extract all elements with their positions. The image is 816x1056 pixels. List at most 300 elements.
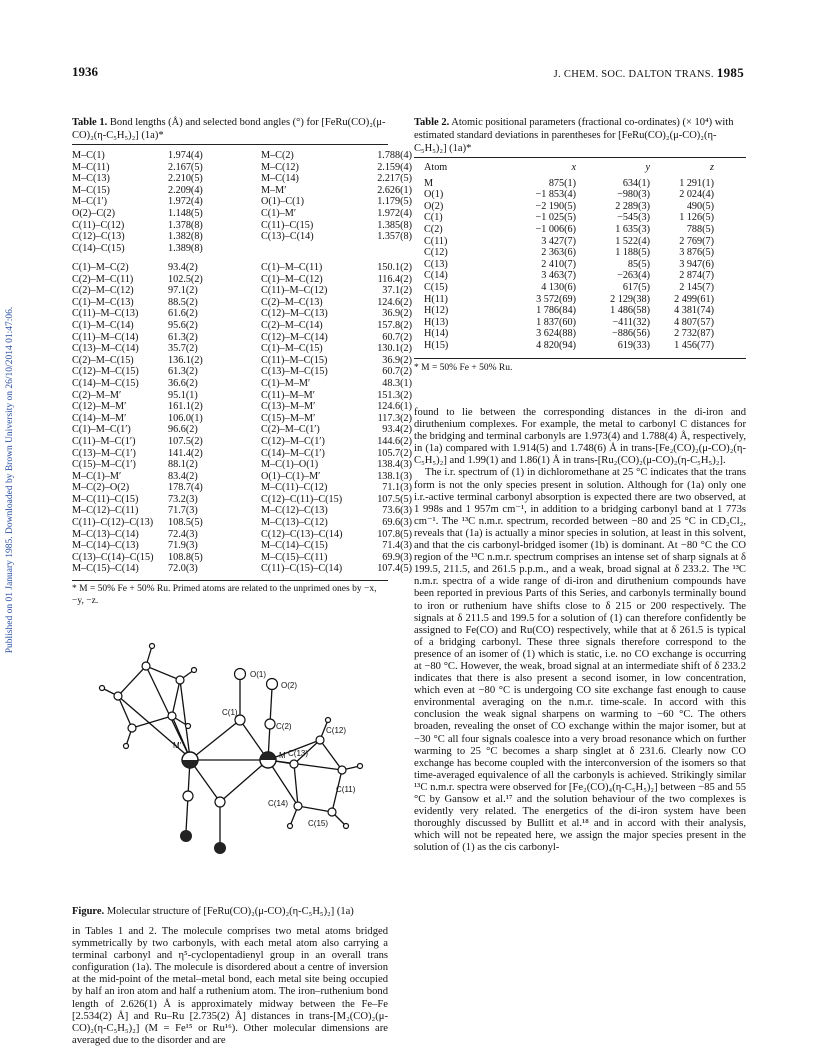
bond-label: C(12)–M–C(13) bbox=[261, 308, 328, 320]
bond-label: C(14)–M–C(15) bbox=[72, 377, 139, 389]
coordinate-value: 2 874(7) bbox=[679, 270, 714, 282]
atom-o1 bbox=[235, 669, 246, 680]
bond-label: C(11)–C(12)–C(13) bbox=[72, 517, 154, 529]
coordinate-value: 3 572(69) bbox=[536, 293, 576, 305]
bond-label: O(1)–C(1)–M′ bbox=[261, 470, 321, 482]
bond-value: 60.7(2) bbox=[382, 366, 412, 378]
right-body-text bbox=[414, 407, 746, 854]
coordinate-value: 2 732(87) bbox=[674, 328, 714, 340]
coordinate-value: 1 291(1) bbox=[679, 177, 714, 189]
bond-value: 60.7(2) bbox=[382, 331, 412, 343]
bond-value: 71.1(3) bbox=[382, 482, 412, 494]
bond-label: M–C(1)–M′ bbox=[72, 470, 122, 482]
bond-value: 2.217(5) bbox=[377, 173, 412, 185]
bond-label: C(11)–C(15)–C(14) bbox=[261, 563, 343, 575]
coordinate-value: −545(3) bbox=[617, 212, 650, 224]
coordinate-value: 2 145(7) bbox=[679, 281, 714, 293]
label-c12: C(12) bbox=[326, 726, 347, 735]
bond-value: 138.4(3) bbox=[377, 459, 412, 471]
bond-length-row bbox=[72, 208, 412, 220]
bond-angle-row bbox=[72, 332, 412, 344]
bond-value: 37.1(2) bbox=[382, 285, 412, 297]
figure-label: Figure. bbox=[72, 906, 105, 917]
bond-value: 116.4(2) bbox=[377, 273, 412, 285]
table-row bbox=[424, 270, 714, 282]
bond-label: C(1)–M–C(12) bbox=[261, 273, 323, 285]
coordinate-value: −886(56) bbox=[612, 328, 650, 340]
atom-name: C(13) bbox=[424, 258, 448, 270]
table2-coordinates bbox=[424, 162, 714, 352]
coordinate-value: 3 463(7) bbox=[541, 270, 576, 282]
bond-label: C(1)–M–C(11) bbox=[261, 262, 323, 273]
bond-value: 107.8(5) bbox=[377, 528, 412, 540]
table-row bbox=[424, 340, 714, 352]
label-m-prime: M′ bbox=[173, 741, 182, 750]
bond-angle-row bbox=[72, 552, 412, 564]
bond-angle-row bbox=[72, 262, 412, 274]
bond-label: C(12)–M–C(1′) bbox=[261, 435, 325, 447]
bond-value: 124.6(1) bbox=[377, 401, 412, 413]
bond-value: 107.4(5) bbox=[377, 563, 412, 575]
bond-label: C(13)–M–C(14) bbox=[72, 343, 139, 355]
coordinate-value: 4 820(94) bbox=[536, 339, 576, 351]
bond-value: 93.4(2) bbox=[382, 424, 412, 436]
coordinate-value: 2 769(7) bbox=[679, 235, 714, 247]
bond-label: C(14)–M–M′ bbox=[72, 412, 127, 424]
atom-name: C(12) bbox=[424, 247, 448, 259]
atom-name: H(13) bbox=[424, 316, 449, 328]
coordinate-value: −1 025(5) bbox=[535, 212, 576, 224]
page-number: 1936 bbox=[72, 64, 98, 79]
table-row bbox=[424, 294, 714, 306]
bond-angle-row bbox=[72, 343, 412, 355]
table-row bbox=[424, 305, 714, 317]
table1-lengths bbox=[72, 150, 412, 254]
bond-value: 1.972(4) bbox=[377, 207, 412, 219]
bond-angle-row bbox=[72, 390, 412, 402]
bond-label: O(1)–C(1) bbox=[261, 196, 305, 208]
coordinate-value: 4 130(6) bbox=[541, 281, 576, 293]
column-header: z bbox=[710, 162, 714, 173]
table-row bbox=[424, 224, 714, 236]
atom-name: M bbox=[424, 177, 434, 189]
bond-label: C(11)–M–C(12) bbox=[261, 285, 328, 297]
bond-value: 83.4(2) bbox=[168, 470, 198, 482]
bond-label: C(13)–C(14) bbox=[261, 231, 314, 243]
label-c11: C(11) bbox=[336, 785, 356, 794]
bond-mp-c1 bbox=[190, 720, 240, 760]
bond-label: M–C(1) bbox=[72, 150, 105, 161]
bond-value: 72.4(3) bbox=[168, 528, 198, 540]
bond-value: 161.1(2) bbox=[168, 401, 203, 413]
coordinate-value: 634(1) bbox=[622, 177, 650, 189]
journal-header bbox=[554, 65, 744, 81]
bond-angle-row bbox=[72, 494, 412, 506]
bond-value: 151.3(2) bbox=[377, 389, 412, 401]
bond-angle-row bbox=[72, 378, 412, 390]
bond-angle-row bbox=[72, 459, 412, 471]
table-row bbox=[424, 212, 714, 224]
bond-label: M–C(2)–O(2) bbox=[72, 482, 130, 494]
bond-value: 71.4(3) bbox=[382, 540, 412, 552]
bond-label: C(2)–M–M′ bbox=[72, 389, 122, 401]
table2-footnote: * M = 50% Fe + 50% Ru. bbox=[414, 363, 513, 373]
coordinate-value: −2 190(5) bbox=[535, 200, 576, 212]
bond-label: C(13)–C(14)–C(15) bbox=[72, 551, 154, 563]
bond-label: C(1)–M–C(2) bbox=[72, 262, 129, 273]
bond-value: 1.148(5) bbox=[168, 207, 203, 219]
table-row bbox=[424, 189, 714, 201]
bond-value: 2.626(1) bbox=[377, 184, 412, 196]
table1-bottom-rule bbox=[72, 580, 388, 581]
label-o2: O(2) bbox=[281, 681, 297, 690]
bond-value: 61.3(2) bbox=[168, 366, 198, 378]
coordinate-value: −1 006(6) bbox=[535, 223, 576, 235]
bond-value: 117.3(2) bbox=[377, 412, 412, 424]
bond-label: M–C(14) bbox=[261, 173, 299, 185]
bond-value: 141.4(2) bbox=[168, 447, 203, 459]
bond-value: 1.788(4) bbox=[377, 150, 412, 161]
bond-value: 1.389(8) bbox=[168, 242, 203, 254]
molecular-structure-figure bbox=[90, 608, 390, 908]
table2-bottom-rule bbox=[414, 358, 746, 359]
coordinate-value: 3 876(5) bbox=[679, 247, 714, 259]
bond-label: C(11)–M–M′ bbox=[261, 389, 315, 401]
bond-value: 73.2(3) bbox=[168, 493, 198, 505]
table-row bbox=[424, 328, 714, 340]
column-header: y bbox=[645, 162, 650, 173]
bond-angle-row bbox=[72, 320, 412, 332]
bond-label: C(2)–M–C(15) bbox=[72, 354, 134, 366]
bond-label: C(12)–C(13) bbox=[72, 231, 125, 243]
coordinate-value: 3 947(6) bbox=[679, 258, 714, 270]
bond-label: M–C(12) bbox=[261, 161, 299, 173]
bond-angle-row bbox=[72, 540, 412, 552]
bond-label: M–C(2) bbox=[261, 150, 294, 161]
bond-value: 1.385(8) bbox=[377, 219, 412, 231]
label-c15: C(15) bbox=[308, 819, 329, 828]
atom-name: H(11) bbox=[424, 293, 448, 305]
bond-value: 36.9(2) bbox=[382, 308, 412, 320]
coordinate-value: 1 486(58) bbox=[610, 305, 650, 317]
bond-label: M–M′ bbox=[261, 184, 287, 196]
bond-label: M–C(1)–O(1) bbox=[261, 459, 319, 471]
bond-value: 108.5(5) bbox=[168, 517, 203, 529]
bond-value: 48.3(1) bbox=[382, 377, 412, 389]
bond-label: M–C(15) bbox=[72, 184, 110, 196]
bond-value: 106.0(1) bbox=[168, 412, 203, 424]
coordinate-value: 1 786(84) bbox=[536, 305, 576, 317]
bond-value: 72.0(3) bbox=[168, 563, 198, 575]
bond-label: M–C(1′) bbox=[72, 196, 108, 208]
coordinate-value: 2 499(61) bbox=[674, 293, 714, 305]
bond-value: 71.9(3) bbox=[168, 540, 198, 552]
bond-label: M–C(11)–C(12) bbox=[261, 482, 328, 494]
bond-value: 1.357(8) bbox=[377, 231, 412, 243]
bond-length-row bbox=[72, 220, 412, 232]
bond-angle-row bbox=[72, 448, 412, 460]
label-c2: C(2) bbox=[276, 722, 292, 731]
bond-label: C(2)–M–C(1′) bbox=[261, 424, 320, 436]
bond-label: C(2)–M–C(12) bbox=[72, 285, 134, 297]
coordinate-value: −980(3) bbox=[617, 189, 650, 201]
right-paragraph-1: found to lie between the corresponding distances in the di-iron and diruthenium complexes. For example, the metal to carbonyl C distances for the bridging and terminal carbonyls are 1.973(4) and 1.788(4) Å, respectively, in (1a) compared with 1.914(5) and 1.748(6) Å in trans-[Fe₂(CO)₂(μ-CO)₂(η-C₅H₅)₂] and 1.99(1) and 1.86(1) Å in trans-[Ru₂(CO)₂(μ-CO)₂(η-C₅H₅)₂]. bbox=[414, 407, 746, 467]
table1-caption bbox=[72, 116, 388, 142]
download-watermark-text: Published on 01 January 1985. Downloaded by Brown University on 26/10/2014 01:47:06. bbox=[5, 306, 15, 654]
bond-angle-row bbox=[72, 563, 412, 575]
bond-label: C(13)–M–M′ bbox=[261, 401, 316, 413]
left-body-text bbox=[72, 926, 388, 1047]
coordinate-value: −263(4) bbox=[617, 270, 650, 282]
bond-value: 36.9(2) bbox=[382, 354, 412, 366]
table2-label: Table 2. bbox=[414, 117, 450, 128]
bond-label: C(11)–M–C(1′) bbox=[72, 435, 136, 447]
bond-label: C(12)–C(13)–C(14) bbox=[261, 528, 343, 540]
bond-value: 95.6(2) bbox=[168, 319, 198, 331]
coordinate-value: 617(5) bbox=[622, 281, 650, 293]
bond-value: 1.378(8) bbox=[168, 219, 203, 231]
bond-angle-row bbox=[72, 401, 412, 413]
bond-label: C(14)–M–C(1′) bbox=[261, 447, 325, 459]
table1-top-rule bbox=[72, 144, 388, 145]
bond-label: C(15)–M–M′ bbox=[261, 412, 316, 424]
bond-angle-row bbox=[72, 505, 412, 517]
bond-angle-row bbox=[72, 529, 412, 541]
coordinate-value: 85(5) bbox=[627, 258, 650, 270]
label-c13: C(13) bbox=[288, 749, 309, 758]
bond-label: M–C(15)–C(14) bbox=[72, 563, 139, 575]
bond-label: C(1)–M–C(14) bbox=[72, 319, 134, 331]
bond-value: 2.209(4) bbox=[168, 184, 203, 196]
bond-value: 157.8(2) bbox=[377, 319, 412, 331]
figure-caption bbox=[72, 905, 388, 918]
bond-label: M–C(13)–C(14) bbox=[72, 528, 139, 540]
bond-label: M–C(13)–C(12) bbox=[261, 517, 328, 529]
bond-angle-row bbox=[72, 424, 412, 436]
table2-top-rule bbox=[414, 157, 746, 158]
bond-value: 2.167(5) bbox=[168, 161, 203, 173]
bond-angle-row bbox=[72, 517, 412, 529]
table2-header-row bbox=[424, 162, 714, 174]
bond-angle-row bbox=[72, 482, 412, 494]
label-o1: O(1) bbox=[250, 670, 266, 679]
atom-o2 bbox=[267, 679, 278, 690]
bond-length-row bbox=[72, 231, 412, 243]
bond-label: C(11)–M–C(14) bbox=[72, 331, 139, 343]
bond-value: 93.4(2) bbox=[168, 262, 198, 273]
bond-length-row bbox=[72, 185, 412, 197]
atom-name: H(15) bbox=[424, 339, 449, 351]
bond-label: M–C(11)–C(15) bbox=[72, 493, 139, 505]
bond-value: 2.159(4) bbox=[377, 161, 412, 173]
bond-label: M–C(14)–C(15) bbox=[261, 540, 328, 552]
coordinate-value: 2 410(7) bbox=[541, 258, 576, 270]
bond-length-row bbox=[72, 243, 412, 255]
bond-label: C(12)–C(11)–C(15) bbox=[261, 493, 343, 505]
bond-label: M–C(12)–C(11) bbox=[72, 505, 139, 517]
atom-name: C(15) bbox=[424, 281, 448, 293]
table1-footnote: * M = 50% Fe + 50% Ru. Primed atoms are related to the unprimed ones by −x, −y, −z. bbox=[72, 584, 377, 606]
bond-label: M–C(14)–C(13) bbox=[72, 540, 139, 552]
bond-value: 136.1(2) bbox=[168, 354, 203, 366]
atom-name: H(12) bbox=[424, 305, 449, 317]
bond-label: C(1)–M′ bbox=[261, 207, 297, 219]
coordinate-value: 2 129(38) bbox=[610, 293, 650, 305]
coordinate-value: 2 363(6) bbox=[541, 247, 576, 259]
bond-label: O(2)–C(2) bbox=[72, 207, 116, 219]
bond-label: C(13)–M–C(15) bbox=[261, 366, 328, 378]
bond-label: C(11)–C(12) bbox=[72, 219, 125, 231]
bond-value: 102.5(2) bbox=[168, 273, 203, 285]
journal-year: 1985 bbox=[716, 65, 744, 80]
coordinate-value: 1 522(4) bbox=[615, 235, 650, 247]
coordinate-value: 1 188(5) bbox=[615, 247, 650, 259]
bond-label: C(13)–M–C(1′) bbox=[72, 447, 136, 459]
table-row bbox=[424, 282, 714, 294]
table-row bbox=[424, 236, 714, 248]
bond-value: 124.6(2) bbox=[377, 296, 412, 308]
bond-value: 35.7(2) bbox=[168, 343, 198, 355]
bond-label: C(11)–M–C(13) bbox=[72, 308, 139, 320]
table-row bbox=[424, 317, 714, 329]
bond-value: 130.1(2) bbox=[377, 343, 412, 355]
bond-angle-row bbox=[72, 366, 412, 378]
bond-value: 1.974(4) bbox=[168, 150, 203, 161]
bond-angle-row bbox=[72, 355, 412, 367]
bond-label: M–C(11) bbox=[72, 161, 110, 173]
bond-angle-row bbox=[72, 308, 412, 320]
bond-value: 144.6(2) bbox=[377, 435, 412, 447]
table-row bbox=[424, 247, 714, 259]
atom-name: C(11) bbox=[424, 235, 448, 247]
bond-label: C(1)–M–C(13) bbox=[72, 296, 134, 308]
coordinate-value: 788(5) bbox=[686, 223, 714, 235]
table-row bbox=[424, 259, 714, 271]
table2-caption-text: Atomic positional parameters (fractional co-ordinates) (× 10⁴) with estimated standard deviations in parentheses for [FeRu(CO)₂(μ-CO)₂(η-C₅H₅)₂] (1a)* bbox=[414, 117, 734, 154]
bond-value: 61.6(2) bbox=[168, 308, 198, 320]
bond-value: 105.7(2) bbox=[377, 447, 412, 459]
bond-angle-row bbox=[72, 436, 412, 448]
coordinate-value: 4 807(57) bbox=[674, 316, 714, 328]
coordinate-value: 490(5) bbox=[686, 200, 714, 212]
label-c14: C(14) bbox=[268, 799, 289, 808]
bond-label: C(15)–M–C(1′) bbox=[72, 459, 136, 471]
table1-label: Table 1. bbox=[72, 117, 108, 128]
bond-angle-row bbox=[72, 471, 412, 483]
bond-value: 88.1(2) bbox=[168, 459, 198, 471]
label-m: M bbox=[279, 751, 286, 760]
bond-value: 138.1(3) bbox=[377, 470, 412, 482]
bond-value bbox=[352, 243, 412, 255]
bond-label bbox=[261, 243, 352, 255]
left-paragraph: in Tables 1 and 2. The molecule comprises two metal atoms bridged symmetrically by two carbonyls, with each metal atom also carrying a terminal carbonyl and η⁵-cyclopentadienyl group in an overall trans configuration (1a). The molecule is disordered about a centre of inversion at the mid-point of the metal–metal bond, each metal site being occupied by half an iron atom and half a ruthenium atom. The iron–ruthenium bond length of 2.626(1) Å is approximately midway between the Fe–Fe [2.534(2) Å] and Ru–Ru [2.735(2) Å] distances in trans-[M₂(CO)₂(μ-CO)₂(η-C₅H₅)₂] (M = Fe¹⁵ or Ru¹⁶). Other molecular dimensions are averaged due to the disorder and are bbox=[72, 926, 388, 1046]
bond-length-row bbox=[72, 162, 412, 174]
bond-value: 178.7(4) bbox=[168, 482, 203, 494]
bond-value: 1.179(5) bbox=[377, 196, 412, 208]
bond-label: C(2)–M–C(13) bbox=[261, 296, 323, 308]
coordinate-value: 1 837(60) bbox=[536, 316, 576, 328]
coordinate-value: 1 126(5) bbox=[679, 212, 714, 224]
bond-value: 69.9(3) bbox=[382, 551, 412, 563]
bond-label: M–C(12)–C(13) bbox=[261, 505, 328, 517]
bond-value: 1.382(8) bbox=[168, 231, 203, 243]
coordinate-value: −411(32) bbox=[612, 316, 650, 328]
coordinate-value: 1 456(77) bbox=[674, 339, 714, 351]
bond-angle-row bbox=[72, 297, 412, 309]
bond-label: M–C(15)–C(11) bbox=[261, 551, 328, 563]
bond-length-row bbox=[72, 150, 412, 162]
table1-caption-text: Bond lengths (Å) and selected bond angles (°) for [FeRu(CO)₂(μ-CO)₂(η-C₅H₅)₂] (1a)* bbox=[72, 117, 386, 141]
coordinate-value: 875(1) bbox=[548, 177, 576, 189]
bond-value: 107.5(2) bbox=[168, 435, 203, 447]
bond-value: 73.6(3) bbox=[382, 505, 412, 517]
atom-c2 bbox=[265, 719, 275, 729]
table-row bbox=[424, 178, 714, 190]
bond-length-row bbox=[72, 173, 412, 185]
bond-label: C(2)–M–C(11) bbox=[72, 273, 134, 285]
atom-name: C(1) bbox=[424, 212, 443, 224]
figure-caption-text: Molecular structure of [FeRu(CO)₂(μ-CO)₂(η-C₅H₅)₂] (1a) bbox=[106, 906, 354, 917]
bond-value: 71.7(3) bbox=[168, 505, 198, 517]
bond-label: C(2)–M–C(14) bbox=[261, 319, 323, 331]
coordinate-value: −1 853(4) bbox=[535, 189, 576, 201]
atom-name: H(14) bbox=[424, 328, 449, 340]
column-header: x bbox=[571, 162, 576, 173]
bond-label: M–C(13) bbox=[72, 173, 110, 185]
bond-label: C(1)–M–M′ bbox=[261, 377, 311, 389]
bond-label: C(1)–M–C(1′) bbox=[72, 424, 131, 436]
bond-label: C(12)–M–C(15) bbox=[72, 366, 139, 378]
bond-value: 61.3(2) bbox=[168, 331, 198, 343]
bond-c1p-m bbox=[220, 760, 268, 802]
bond-value: 96.6(2) bbox=[168, 424, 198, 436]
column-header: Atom bbox=[424, 162, 448, 173]
coordinate-value: 3 624(88) bbox=[536, 328, 576, 340]
bond-label: C(11)–C(15) bbox=[261, 219, 314, 231]
bond-angle-row bbox=[72, 285, 412, 297]
bond-label: C(14)–C(15) bbox=[72, 242, 125, 254]
atom-name: C(14) bbox=[424, 270, 448, 282]
coordinate-value: 2 024(4) bbox=[679, 189, 714, 201]
bond-value: 97.1(2) bbox=[168, 285, 198, 297]
bond-angle-row bbox=[72, 274, 412, 286]
coordinate-value: 2 289(3) bbox=[615, 200, 650, 212]
label-c1: C(1) bbox=[222, 708, 238, 717]
bond-angle-row bbox=[72, 413, 412, 425]
coordinate-value: 4 381(74) bbox=[674, 305, 714, 317]
table-row bbox=[424, 201, 714, 213]
bond-label: C(1)–M–C(15) bbox=[261, 343, 323, 355]
bond-value: 2.210(5) bbox=[168, 173, 203, 185]
bond-label: C(12)–M–C(14) bbox=[261, 331, 328, 343]
atom-name: O(1) bbox=[424, 189, 444, 201]
bond-label: C(12)–M–M′ bbox=[72, 401, 127, 413]
download-watermark bbox=[2, 240, 18, 720]
atom-name: C(2) bbox=[424, 223, 443, 235]
journal-name: J. CHEM. SOC. DALTON TRANS. bbox=[553, 69, 714, 80]
bond-value: 36.6(2) bbox=[168, 377, 198, 389]
bond-value: 69.6(3) bbox=[382, 517, 412, 529]
bond-value: 108.8(5) bbox=[168, 551, 203, 563]
bond-value: 95.1(1) bbox=[168, 389, 198, 401]
bond-value: 88.5(2) bbox=[168, 296, 198, 308]
table2-caption bbox=[414, 116, 746, 155]
bond-value: 1.972(4) bbox=[168, 196, 203, 208]
coordinate-value: 619(33) bbox=[617, 339, 650, 351]
coordinate-value: 1 635(3) bbox=[615, 223, 650, 235]
right-paragraph-2: The i.r. spectrum of (1) in dichloromethane at 25 °C indicates that the trans form is not the only species present in solution. Although for (1a) only one i.r.-active terminal carbonyl absorption is expected there are two observed, at 1 998s and 1 957m cm⁻¹, in addition to a bridging carbonyl band at 1 773s cm⁻¹. The ¹³C n.m.r. spectrum, recorded between −80 and 25 °C in CD₂Cl₂, reveals that (1a) is actually a minor species in solution, at least in this solvent, and that the cis carbonyl-bridged isomer (1b) is dominant. At −80 °C the CO region of the ¹³C n.m.r. spectrum comprises an intense set of sharp signals at δ 199.5, 211.5, and 261.5 p.p.m., and a weak, broad signal at δ 233.2. The ¹³C n.m.r. spectra of a wide range of di-iron and diruthenium compounds have been reported in previous Parts of this Series, and carbonyls terminally bound to iron or ruthenium have shifts close to δ 215 or 200 respectively. The signals at δ 211.5 and 199.5 for a solution of (1) can therefore confidently be assigned to Fe(CO) and Ru(CO) respectively, while that at δ 261.5 is typical of a bridging carbonyl. These three signals therefore correspond to the presence of an isomer of (1) which is static, i.e. no CO exchange is occurring at −80 °C. However, the weak, broad signal at an intermediate shift of δ 233.2 indicates that there is also present a second isomer, in low concentration, which even at −80 °C is undergoing CO site exchange fast enough to cause environmental averaging on the n.m.r. time-scale. In accord with this conclusion the weak signal sharpens on warming to −60 °C. The others broaden, revealing the onset of CO exchange within the major isomer, but at −30 °C all four signals coalesce into a very broad resonance which on further warming to 25 °C becomes a sharp singlet at δ 231.6. Clearly now CO exchange has become coupled with the interconversion of the isomers so that time-averaged equivalence of all the carbonyls is achieved. Strikingly similar ¹³C n.m.r. spectra were observed for [Fe₂(CO)₄(η-C₅H₅)₂] between −85 and 55 °C by Gansow et al.¹⁷ and the solution behaviour of the two complexes is evidently very related. The energetics of the di-iron system have been thoroughly discussed by Bullitt et al.¹⁸ and in accord with their analysis, which will not be repeated here, we assign the major species present in the solution of (1) as the cis carbonyl- bbox=[414, 467, 746, 854]
bond-value: 107.5(5) bbox=[377, 493, 412, 505]
